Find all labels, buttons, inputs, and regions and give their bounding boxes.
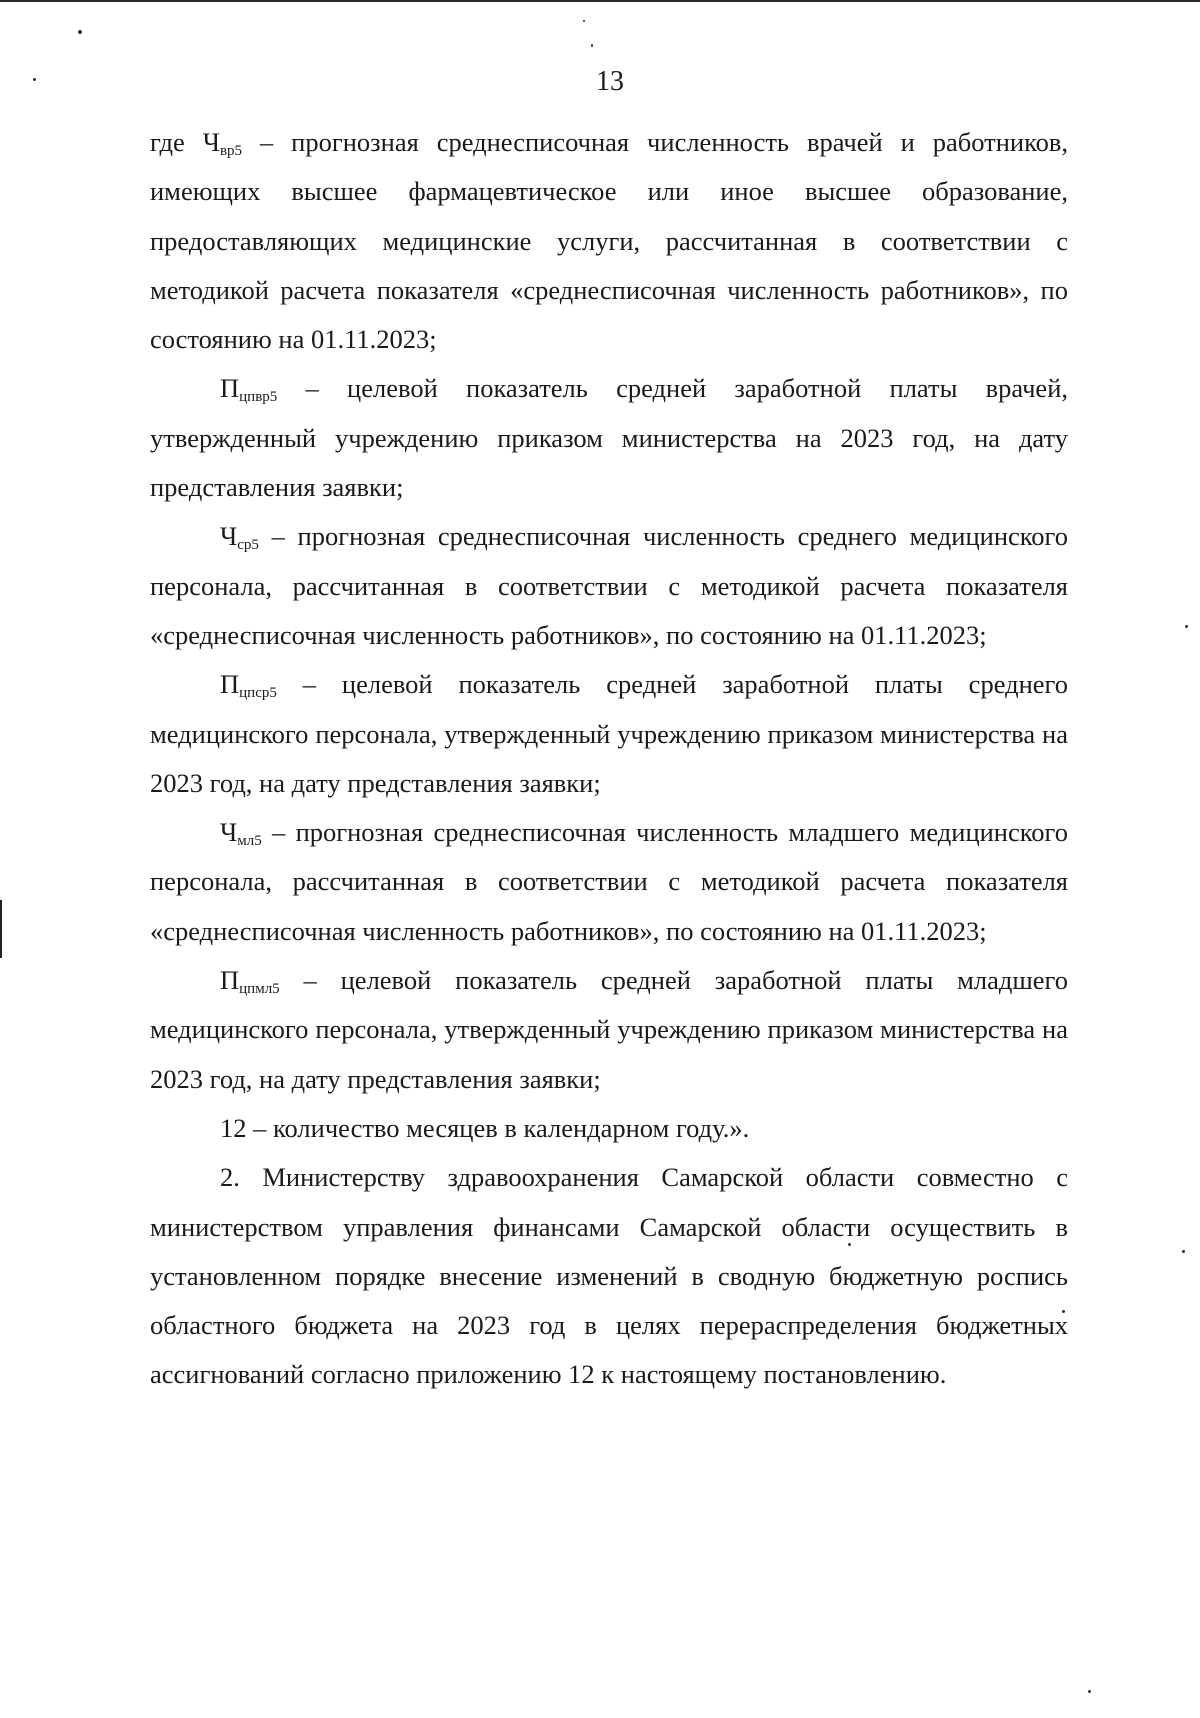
formula-symbol (220, 669, 277, 702)
symbol-letter: П (220, 965, 240, 996)
scan-speck (1088, 1690, 1091, 1693)
symbol-subscript: цпмл5 (239, 981, 280, 998)
paragraph-text: 2. Министерству здравоохранения Самарской области совместно с министерством управления финансами Самарской области осуществить в установленном порядке внесение изменений в сводную бюджетную роспись областного бюджета на 2023 год в целях перераспределения бюджетных ассигнований согласно приложению 12 к настоящему постановлению. (150, 1162, 1068, 1390)
scan-speck (78, 30, 82, 34)
paragraph-junior-staff-salary-target (150, 956, 1068, 1104)
symbol-subscript: цпвр5 (239, 389, 278, 406)
symbol-letter: Ч (220, 817, 238, 848)
formula-symbol (220, 521, 259, 554)
paragraph-months-count (150, 1104, 1068, 1153)
formula-symbol (220, 817, 262, 850)
paragraph-middle-staff-headcount (150, 512, 1068, 660)
symbol-subscript: цпср5 (239, 685, 277, 702)
paragraph-middle-staff-salary-target (150, 660, 1068, 808)
document-body (150, 118, 1068, 1400)
scan-top-border (0, 0, 1200, 2)
paragraph-text: – прогнозная среднесписочная численность врачей и работников, имеющих высшее фармацевтическое или иное высшее образование, предоставляющих медицинские услуги, рассчитанная в соответствии с методикой расчета показателя «среднесписочная численность работников», по состоянию на 01.11.2023; (150, 127, 1068, 355)
formula-symbol (220, 965, 280, 998)
symbol-letter: П (220, 373, 240, 404)
paragraph-text: 12 – количество месяцев в календарном году.». (220, 1112, 750, 1143)
page-number: 13 (596, 66, 624, 97)
symbol-subscript: мл5 (237, 833, 262, 850)
paragraph-budget-instruction (150, 1153, 1068, 1399)
formula-symbol (220, 373, 278, 406)
paragraph-doctors-salary-target (150, 364, 1068, 512)
paragraph-text: – целевой показатель средней заработной платы среднего медицинского персонала, утвержденный учреждению приказом министерства на 2023 год, на дату представления заявки; (150, 669, 1068, 798)
paragraph-doctors-headcount (150, 118, 1068, 364)
scan-speck (591, 44, 593, 47)
symbol-letter: П (220, 669, 240, 700)
paragraph-text: – прогнозная среднесписочная численность среднего медицинского персонала, рассчитанная в соответствии с методикой расчета показателя «среднесписочная численность работников», по состоянию на 01.11.2023; (150, 521, 1068, 650)
paragraph-text: – целевой показатель средней заработной платы врачей, утвержденный учреждению приказом министерства на 2023 год, на дату представления заявки; (150, 373, 1068, 503)
symbol-letter: Ч (220, 521, 238, 552)
symbol-subscript: вр5 (219, 143, 243, 159)
paragraph-junior-staff-headcount (150, 808, 1068, 956)
scan-speck (583, 20, 585, 22)
scan-speck (1182, 1250, 1185, 1253)
paragraph-text: – целевой показатель средней заработной платы младшего медицинского персонала, утвержденный учреждению приказом министерства на 2023 год, на дату представления заявки; (150, 965, 1068, 1094)
symbol-subscript: ср5 (237, 537, 259, 554)
paragraph-text: – прогнозная среднесписочная численность младшего медицинского персонала, рассчитанная в соответствии с методикой расчета показателя «среднесписочная численность работников», по состоянию на 01.11.2023; (150, 817, 1068, 946)
formula-symbol (203, 127, 242, 157)
paragraph-prefix: где (150, 127, 203, 157)
symbol-letter: Ч (202, 127, 220, 157)
scan-speck (1185, 625, 1188, 628)
scan-left-edge-mark (0, 900, 2, 958)
